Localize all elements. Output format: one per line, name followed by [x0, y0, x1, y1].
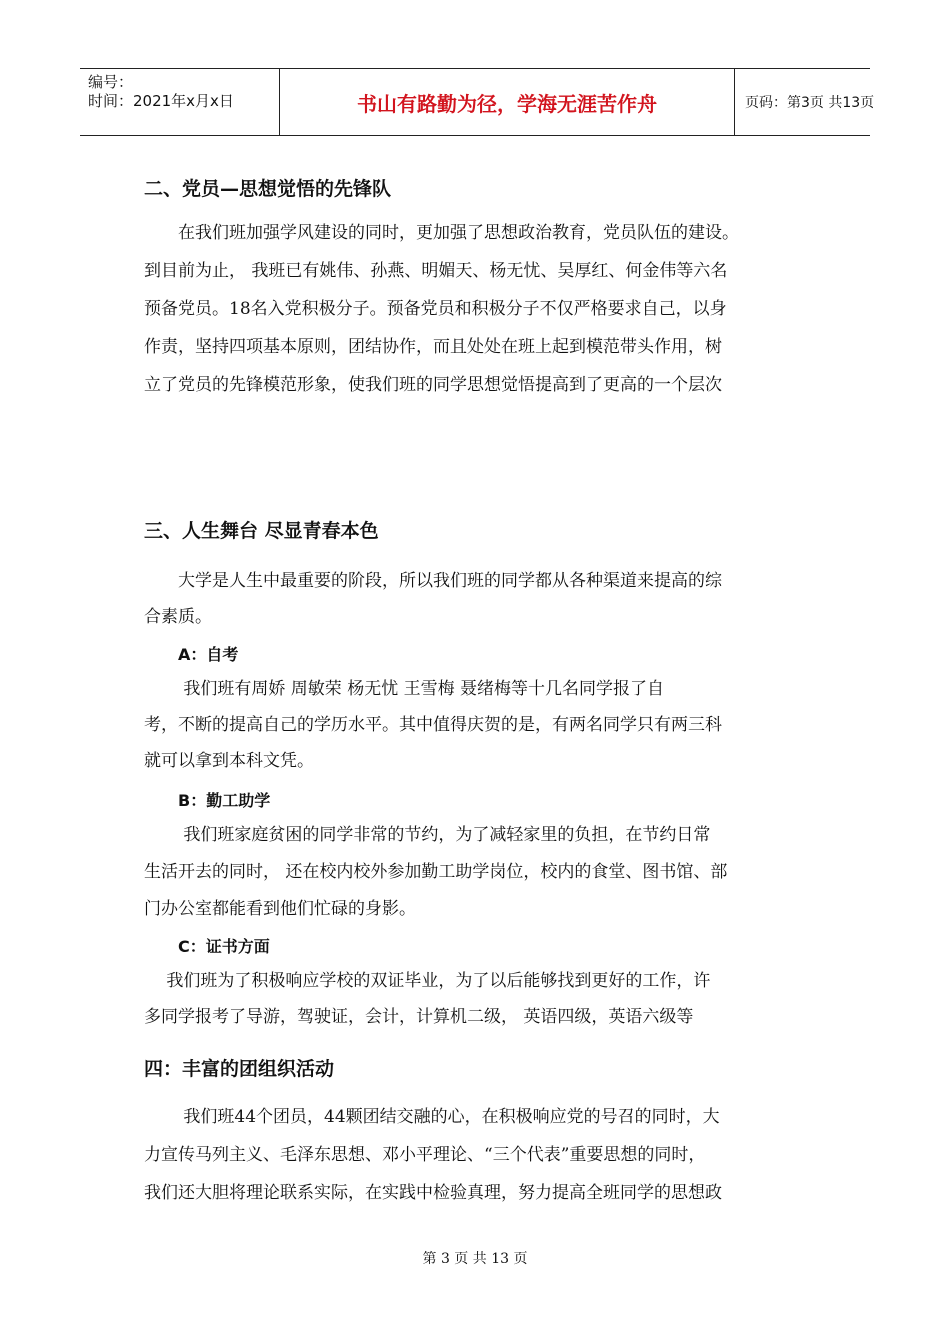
- header-table: [80, 68, 875, 136]
- paragraph-line: 考，不断的提高自己的学历水平。其中值得庆贺的是，有两名同学只有两三科: [144, 715, 722, 735]
- number-label: 编号：: [88, 73, 134, 91]
- subsection-b-title: B：勤工助学: [178, 791, 271, 810]
- subsection-c-title: C：证书方面: [178, 937, 270, 956]
- header-page-label: 页码：第3页 共13页: [745, 95, 875, 111]
- paragraph-line: 力宣传马列主义、毛泽东思想、邓小平理论、“三个代表”重要思想的同时，: [144, 1145, 706, 1165]
- paragraph-line: 就可以拿到本科文凭。: [144, 751, 314, 771]
- header-meta-cell: [80, 69, 280, 135]
- paragraph-line: 作责，坚持四项基本原则，团结协作，而且处处在班上起到模范带头作用，树: [144, 337, 722, 357]
- section2-heading: 二、党员—思想觉悟的先锋队: [144, 178, 392, 200]
- paragraph-line: 大学是人生中最重要的阶段，所以我们班的同学都从各种渠道来提高的综: [144, 571, 722, 591]
- paragraph-line: 我们班有周娇 周敏荣 杨无忧 王雪梅 聂绪梅等十几名同学报了自: [144, 679, 665, 699]
- paragraph-line: 合素质。: [144, 607, 212, 627]
- page-footer: 第 3 页 共 13 页: [422, 1251, 528, 1267]
- paragraph-line: 门办公室都能看到他们忙碌的身影。: [144, 899, 416, 919]
- section4-heading: 四：丰富的团组织活动: [144, 1058, 335, 1080]
- paragraph-line: 预备党员。18名入党积极分子。预备党员和积极分子不仅严格要求自己，以身: [144, 299, 727, 319]
- subsection-a-title: A：自考: [178, 645, 239, 664]
- paragraph-line: 我们班为了积极响应学校的双证毕业，为了以后能够找到更好的工作，许: [144, 971, 711, 991]
- paragraph-line: 到目前为止， 我班已有姚伟、孙燕、明媚天、杨无忧、吴厚红、何金伟等六名: [144, 261, 728, 281]
- paragraph-line: 我们班44个团员，44颗团结交融的心，在积极响应党的号召的同时，大: [144, 1107, 720, 1127]
- paragraph-line: 生活开去的同时， 还在校内校外参加勤工助学岗位，校内的食堂、图书馆、部: [144, 862, 728, 882]
- section3-heading: 三、人生舞台 尽显青春本色: [144, 520, 379, 542]
- time-label: 时间：2021年x月x日: [88, 92, 234, 110]
- paragraph-line: 立了党员的先锋模范形象，使我们班的同学思想觉悟提高到了更高的一个层次: [144, 375, 722, 395]
- paragraph-line: 在我们班加强学风建设的同时，更加强了思想政治教育，党员队伍的建设。: [144, 223, 739, 243]
- paragraph-line: 我们班家庭贫困的同学非常的节约，为了减轻家里的负担，在节约日常: [144, 825, 711, 845]
- paragraph-line: 我们还大胆将理论联系实际，在实践中检验真理，努力提高全班同学的思想政: [144, 1183, 722, 1203]
- paragraph-line: 多同学报考了导游，驾驶证，会计，计算机二级， 英语四级，英语六级等: [144, 1007, 694, 1027]
- header-motto: 书山有路勤为径，学海无涯苦作舟: [280, 69, 735, 135]
